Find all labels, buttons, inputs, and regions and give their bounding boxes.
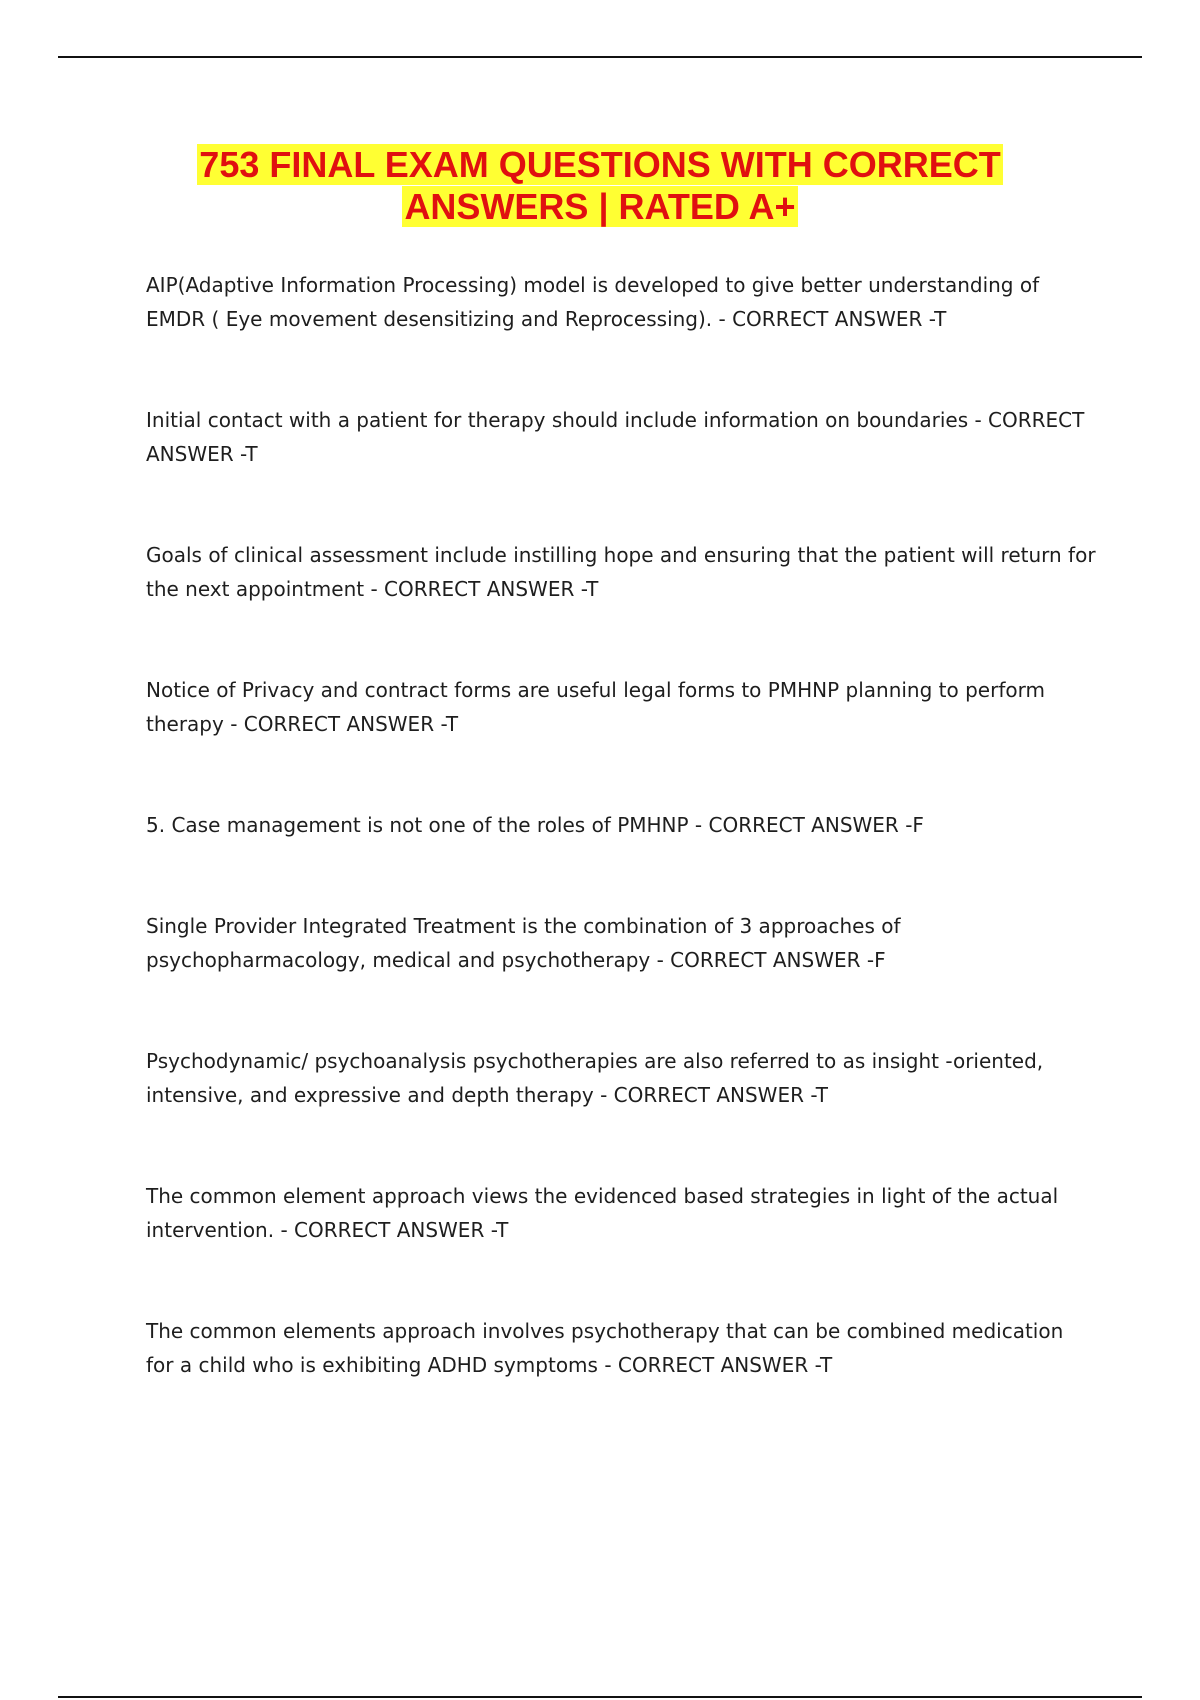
question-item-9: The common elements approach involves psychotherapy that can be combined medication for a child who is exhibiting ADHD symptoms - CORRECT ANSWER -T: [146, 1319, 1064, 1377]
question-item-8: The common element approach views the evidenced based strategies in light of the actual intervention. - CORRECT ANSWER -T: [146, 1184, 1059, 1242]
question-list: [146, 268, 1096, 1449]
question-item-7: Psychodynamic/ psychoanalysis psychotherapies are also referred to as insight -oriented, intensive, and expressive and depth therapy - CORRECT ANSWER -T: [146, 1049, 1044, 1107]
question-item-1: AIP(Adaptive Information Processing) model is developed to give better understanding of EMDR ( Eye movement desensitizing and Reprocessing). - CORRECT ANSWER -T: [146, 273, 1040, 331]
question-item-3: Goals of clinical assessment include instilling hope and ensuring that the patient will return for the next appointment - CORRECT ANSWER -T: [146, 543, 1096, 601]
question-item-5: 5. Case management is not one of the roles of PMHNP - CORRECT ANSWER -F: [146, 813, 924, 837]
question-item-4: Notice of Privacy and contract forms are useful legal forms to PMHNP planning to perform therapy - CORRECT ANSWER -T: [146, 678, 1045, 736]
top-rule: [58, 56, 1142, 58]
bottom-rule: [58, 1696, 1142, 1698]
question-item-6: Single Provider Integrated Treatment is the combination of 3 approaches of psychopharmacology, medical and psychotherapy - CORRECT ANSWER -F: [146, 914, 901, 972]
question-item-2: Initial contact with a patient for therapy should include information on boundaries - CORRECT ANSWER -T: [146, 408, 1085, 466]
document-title: [0, 144, 1200, 228]
title-line-2: ANSWERS | RATED A+: [404, 186, 796, 227]
title-line-1: 753 FINAL EXAM QUESTIONS WITH CORRECT: [199, 144, 1001, 185]
